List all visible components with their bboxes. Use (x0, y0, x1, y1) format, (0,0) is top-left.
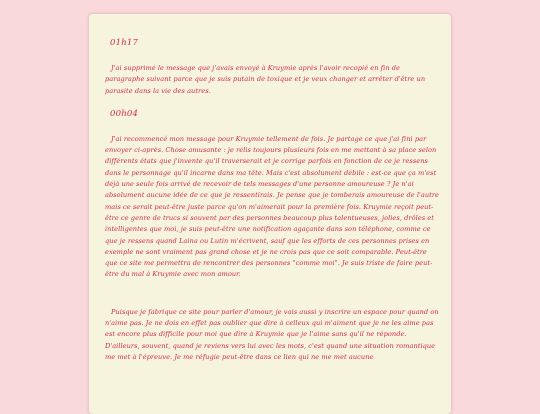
entry-timestamp: 01h17 (110, 38, 139, 48)
paragraph-spacer (105, 293, 441, 307)
entry-paragraph: Puisque je fabrique ce site pour parler d'amour, je vais aussi y inscrire un espace pour quand on n'aime pas. Je ne dois en effet pas oublier que dire à celleux qui m'aiment que je ne les aime pas est encore plus difficile pour moi que dire à Kruymie que je l'aime sans qu'il ne réponde. D'ailleurs, souvent, quand je reviens vers lui avec les mots, c'est quand une situation romantique me met à l'épreuve. Je me réfugie peut-être dans ce lien qui ne me met aucune (105, 307, 439, 361)
journal-content (89, 14, 451, 363)
entry-paragraph: J'ai supprimé le message que j'avais envoyé à Kruymie après l'avoir recopié en fin de paragraphe suivant parce que je suis putain de toxique et je veux changer et arrêter d'être un parasite dans la vie des autres. (105, 64, 426, 95)
journal-page (89, 14, 451, 414)
entry-timestamp: 00h04 (110, 108, 139, 119)
journal-entry (105, 38, 441, 97)
entry-paragraph: J'ai recommencé mon message pour Kruymie tellement de fois. Je partage ce que j'ai fini par envoyer ci-après. Chose amusante : je relis toujours plusieurs fois en me mettant à sa place selon différents états que j'invente qu'il traverserait et je corrige parfois en fonction de ce je ressens dans le personnage qu'il incarne dans ma tête. Mais c'est absolument débile : est-ce que ça m'est déjà une seule fois arrivé de recevoir de tels messages d'une personne amoureuse ? Je n'ai absolument aucune idée de ce que je ressentirais. Je pense que je tomberais amoureuse de l'autre mais ce serait peut-être juste parce qu'on m'aimerait pour la première fois. Kruymie reçoit peut-être ce genre de trucs si souvent par des personnes beaucoup plus talentueuses, jolies, drôles et intelligentes que moi, je suis peut-être une notification agaçante dans son téléphone, comme ce que je ressens quand Laina ou Lutin m'écrivent, sauf que les efforts de ces personnes prises en exemple ne sont vraiment pas grand chose et je ne crois pas que ce soit comparable. Peut-être que ce site me permettra de rencontrer des personnes "comme moi". Je suis triste de faire peut-être du mal à Kruymie avec mon amour. (105, 134, 439, 279)
journal-entry (105, 109, 441, 363)
